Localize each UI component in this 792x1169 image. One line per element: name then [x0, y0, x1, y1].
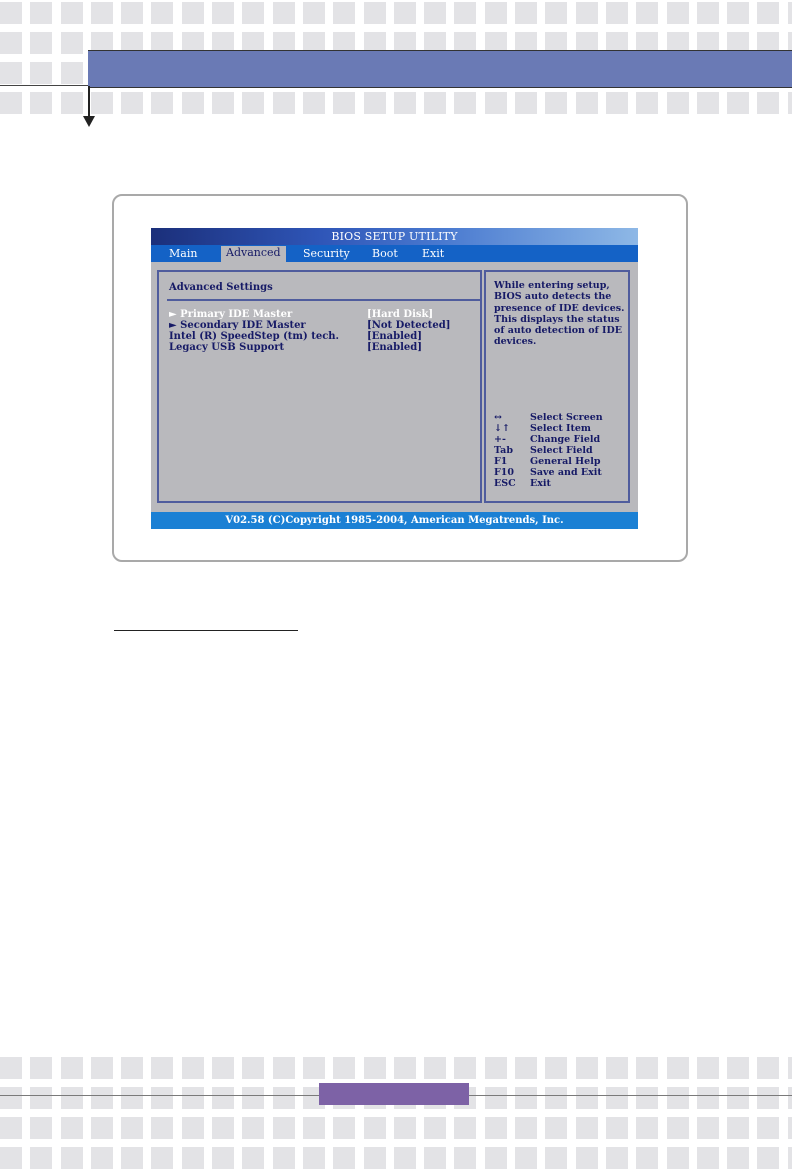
option-secondary-ide-master[interactable]: ► Secondary IDE Master — [169, 320, 306, 331]
option-legacy-usb[interactable]: Legacy USB Support — [169, 342, 285, 353]
decor-tile — [788, 2, 792, 24]
decor-tile — [757, 1117, 779, 1139]
decor-tile — [151, 1117, 173, 1139]
decor-tile — [151, 1057, 173, 1079]
decor-tile — [273, 1147, 295, 1169]
decor-tile — [788, 1117, 792, 1139]
decor-tile — [606, 1057, 628, 1079]
decor-tile — [182, 1117, 204, 1139]
decor-tile — [303, 1057, 325, 1079]
decor-tile — [182, 1147, 204, 1169]
key-legend-row: ↔ Select Screen — [494, 412, 603, 423]
section-heading: Advanced Settings — [169, 282, 273, 293]
decor-tile — [364, 2, 386, 24]
decor-tile — [394, 2, 416, 24]
key-legend-row: F10 Save and Exit — [494, 467, 602, 478]
decor-tile — [788, 1147, 792, 1169]
decor-tile — [394, 1117, 416, 1139]
decor-tile — [121, 92, 143, 114]
decor-tile — [212, 1147, 234, 1169]
decor-tile — [788, 92, 792, 114]
decor-tile — [727, 92, 749, 114]
value-speedstep[interactable]: [Enabled] — [367, 331, 422, 342]
decor-tile — [273, 92, 295, 114]
decor-tile — [61, 1087, 83, 1109]
decor-tile — [212, 92, 234, 114]
key-legend-row: Tab Select Field — [494, 445, 593, 456]
decor-tile — [212, 2, 234, 24]
value-primary-ide-master[interactable]: [Hard Disk] — [367, 309, 434, 320]
value-secondary-ide-master[interactable]: [Not Detected] — [367, 320, 451, 331]
decor-tile — [0, 1117, 22, 1139]
decor-tile — [61, 92, 83, 114]
decor-tile — [121, 1057, 143, 1079]
decor-tile — [757, 92, 779, 114]
arrow-down-icon — [83, 116, 95, 127]
decor-tile — [333, 1147, 355, 1169]
decor-tile — [182, 92, 204, 114]
decor-tile — [727, 1117, 749, 1139]
bios-title: BIOS SETUP UTILITY — [151, 228, 638, 245]
decor-tile — [30, 1087, 52, 1109]
decor-tile — [576, 2, 598, 24]
decor-tile — [242, 1057, 264, 1079]
decor-tile — [273, 1057, 295, 1079]
decor-tile — [454, 1057, 476, 1079]
decor-tile — [333, 2, 355, 24]
bios-screen — [151, 228, 638, 529]
tab-main[interactable]: Main — [169, 247, 198, 260]
page-header-bar — [88, 50, 792, 88]
decor-tile — [121, 2, 143, 24]
help-text: While entering setup, BIOS auto detects the presence of IDE devices. This displays the status of auto detection of IDE devices. — [494, 280, 625, 348]
decor-tile — [424, 1117, 446, 1139]
decor-tile — [182, 2, 204, 24]
decor-tile — [0, 62, 22, 84]
decor-tile — [333, 1117, 355, 1139]
decor-tile — [697, 1147, 719, 1169]
heading-divider — [167, 299, 480, 301]
key-legend-row: ESC Exit — [494, 478, 551, 489]
key-legend-row: +- Change Field — [494, 434, 601, 445]
decor-tile — [364, 1057, 386, 1079]
decor-tile — [212, 1117, 234, 1139]
decor-tile — [667, 92, 689, 114]
decor-tile — [576, 1117, 598, 1139]
decor-tile — [242, 92, 264, 114]
decor-tile — [91, 92, 113, 114]
decor-tile — [485, 2, 507, 24]
page-footer-tab — [319, 1083, 469, 1105]
value-legacy-usb[interactable]: [Enabled] — [367, 342, 422, 353]
option-speedstep[interactable]: Intel (R) SpeedStep (tm) tech. — [169, 331, 340, 342]
tab-security[interactable]: Security — [303, 247, 350, 260]
decor-tile — [303, 92, 325, 114]
decor-tile — [485, 1147, 507, 1169]
decor-tile — [0, 1087, 22, 1109]
decor-tile — [30, 62, 52, 84]
bios-tab-bar — [151, 245, 638, 262]
decor-tile — [424, 2, 446, 24]
tab-advanced[interactable]: Advanced — [221, 246, 286, 262]
decor-tile — [485, 1117, 507, 1139]
decor-tile — [91, 1087, 113, 1109]
decor-tile — [485, 1087, 507, 1109]
decor-tile — [61, 1117, 83, 1139]
decor-tile — [606, 2, 628, 24]
decor-tile — [636, 2, 658, 24]
decor-tile — [61, 1057, 83, 1079]
decor-tile — [303, 2, 325, 24]
decor-tile — [576, 1147, 598, 1169]
decor-tile — [242, 1087, 264, 1109]
decor-tile — [636, 1147, 658, 1169]
decor-tile — [424, 1147, 446, 1169]
decor-tile — [121, 1117, 143, 1139]
decor-tile — [273, 1087, 295, 1109]
section-underline — [114, 630, 298, 631]
decor-tile — [30, 92, 52, 114]
decor-tile — [515, 1057, 537, 1079]
decor-tile — [485, 1057, 507, 1079]
header-rule — [0, 85, 88, 86]
decor-tile — [454, 92, 476, 114]
decor-tile — [697, 92, 719, 114]
decor-tile — [61, 62, 83, 84]
decor-tile — [273, 1117, 295, 1139]
decor-tile — [576, 1057, 598, 1079]
decor-tile — [515, 92, 537, 114]
decor-tile — [394, 1057, 416, 1079]
decor-tile — [697, 1057, 719, 1079]
decor-tile — [667, 1117, 689, 1139]
decor-tile — [606, 1117, 628, 1139]
decor-tile — [667, 1087, 689, 1109]
decor-tile — [788, 1057, 792, 1079]
decor-tile — [636, 1057, 658, 1079]
decor-tile — [394, 1147, 416, 1169]
decor-tile — [273, 2, 295, 24]
decor-tile — [151, 92, 173, 114]
decor-tile — [606, 1147, 628, 1169]
decor-tile — [454, 1117, 476, 1139]
decor-tile — [636, 92, 658, 114]
decor-tile — [697, 2, 719, 24]
decor-tile — [636, 1087, 658, 1109]
decor-tile — [545, 1147, 567, 1169]
bios-copyright-footer: V02.58 (C)Copyright 1985-2004, American Megatrends, Inc. — [151, 512, 638, 529]
decor-tile — [667, 1147, 689, 1169]
decor-tile — [0, 1147, 22, 1169]
decor-tile — [515, 1147, 537, 1169]
decor-tile — [91, 1117, 113, 1139]
decor-tile — [545, 92, 567, 114]
decor-tile — [606, 1087, 628, 1109]
decor-tile — [636, 1117, 658, 1139]
pointer-line — [88, 86, 90, 118]
decor-tile — [576, 92, 598, 114]
decor-tile — [454, 2, 476, 24]
decor-tile — [30, 1057, 52, 1079]
decor-tile — [151, 2, 173, 24]
decor-tile — [242, 1117, 264, 1139]
decor-tile — [727, 1087, 749, 1109]
tab-boot[interactable]: Boot — [372, 247, 398, 260]
decor-tile — [151, 1087, 173, 1109]
decor-tile — [454, 1147, 476, 1169]
decor-tile — [667, 2, 689, 24]
decor-tile — [515, 2, 537, 24]
decor-tile — [242, 2, 264, 24]
decor-tile — [182, 1057, 204, 1079]
decor-tile — [576, 1087, 598, 1109]
help-panel — [484, 270, 630, 503]
key-legend-row: F1 General Help — [494, 456, 601, 467]
decor-tile — [30, 1147, 52, 1169]
decor-tile — [61, 1147, 83, 1169]
decor-tile — [757, 1057, 779, 1079]
decor-tile — [364, 1147, 386, 1169]
decor-tile — [788, 1087, 792, 1109]
decor-tile — [30, 1117, 52, 1139]
decor-tile — [545, 1057, 567, 1079]
decor-tile — [61, 2, 83, 24]
decor-tile — [727, 2, 749, 24]
decor-tile — [757, 2, 779, 24]
decor-tile — [727, 1147, 749, 1169]
decor-tile — [364, 1117, 386, 1139]
decor-tile — [757, 1087, 779, 1109]
decor-tile — [212, 1087, 234, 1109]
decor-tile — [91, 1147, 113, 1169]
decor-tile — [182, 1087, 204, 1109]
decor-tile — [151, 1147, 173, 1169]
decor-tile — [545, 1117, 567, 1139]
decor-tile — [121, 1087, 143, 1109]
decor-tile — [61, 32, 83, 54]
decor-tile — [303, 1117, 325, 1139]
decor-tile — [121, 1147, 143, 1169]
decor-tile — [424, 92, 446, 114]
decor-tile — [545, 2, 567, 24]
decor-tile — [333, 92, 355, 114]
decor-tile — [757, 1147, 779, 1169]
decor-tile — [727, 1057, 749, 1079]
decor-tile — [91, 1057, 113, 1079]
left-right-arrow-icon: ↔ — [494, 412, 502, 423]
decor-tile — [91, 2, 113, 24]
decor-tile — [303, 1147, 325, 1169]
key-legend-row: ↓↑ Select Item — [494, 423, 591, 434]
bottom-tile-pattern — [0, 1057, 792, 1169]
decor-tile — [545, 1087, 567, 1109]
decor-tile — [242, 1147, 264, 1169]
decor-tile — [333, 1057, 355, 1079]
decor-tile — [0, 2, 22, 24]
settings-panel — [157, 270, 482, 503]
decor-tile — [697, 1087, 719, 1109]
decor-tile — [515, 1117, 537, 1139]
decor-tile — [212, 1057, 234, 1079]
decor-tile — [394, 92, 416, 114]
decor-tile — [515, 1087, 537, 1109]
decor-tile — [0, 1057, 22, 1079]
decor-tile — [485, 92, 507, 114]
decor-tile — [606, 92, 628, 114]
decor-tile — [0, 32, 22, 54]
decor-tile — [424, 1057, 446, 1079]
decor-tile — [30, 32, 52, 54]
decor-tile — [30, 2, 52, 24]
decor-tile — [364, 92, 386, 114]
decor-tile — [667, 1057, 689, 1079]
tab-exit[interactable]: Exit — [422, 247, 445, 260]
decor-tile — [0, 92, 22, 114]
decor-tile — [697, 1117, 719, 1139]
option-primary-ide-master[interactable]: ► Primary IDE Master — [169, 309, 293, 320]
up-down-arrow-icon: ↓↑ — [494, 423, 510, 434]
